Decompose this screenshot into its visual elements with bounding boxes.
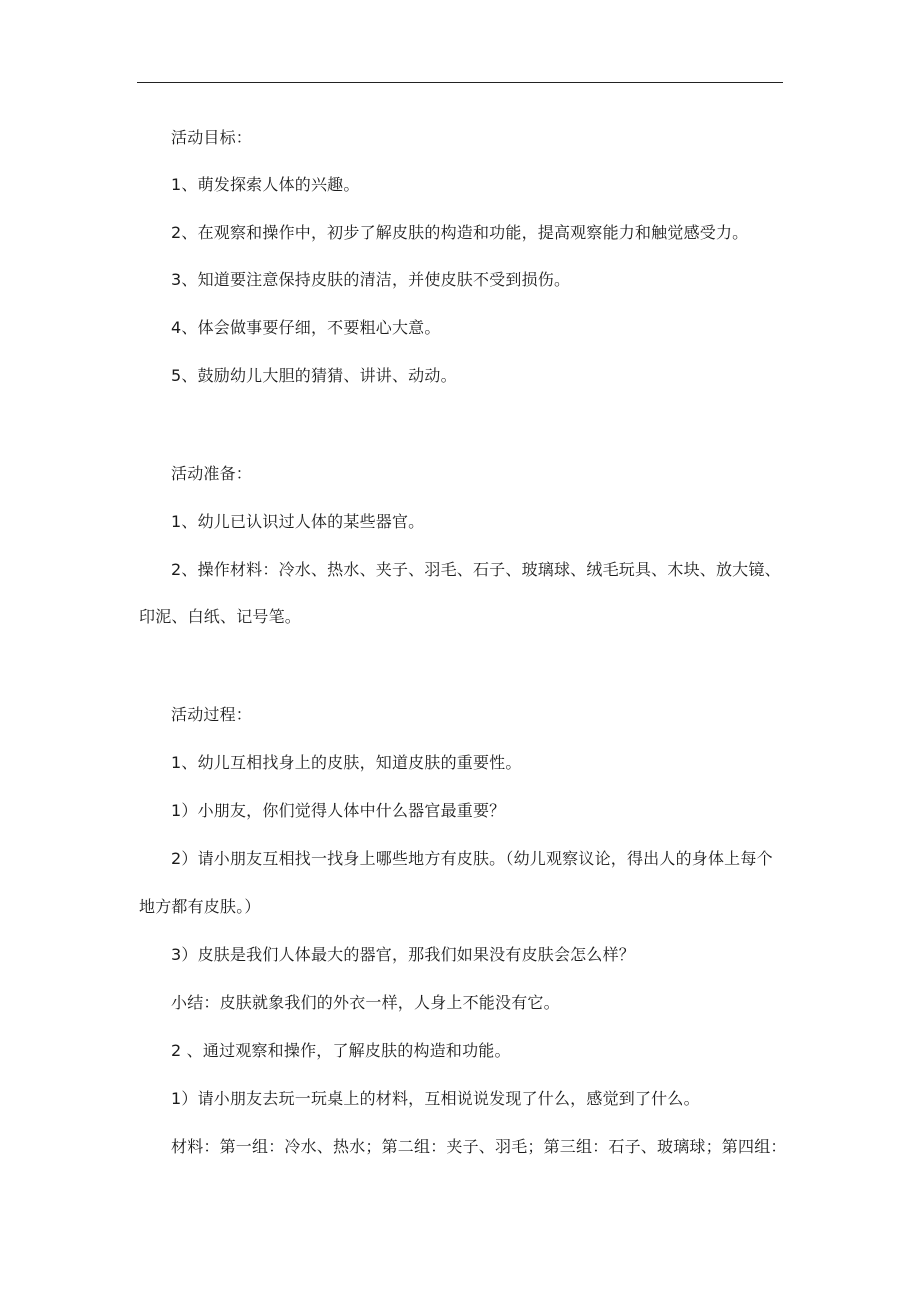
process-materials: 材料：第一组：冷水、热水；第二组：夹子、羽毛；第三组：石子、玻璃球；第四组： bbox=[171, 1137, 787, 1156]
process-step-1: 1、幼儿互相找身上的皮肤，知道皮肤的重要性。 bbox=[171, 753, 522, 772]
process-step-1-q2: 2）请小朋友互相找一找身上哪些地方有皮肤。（幼儿观察议论，得出人的身体上每个 bbox=[171, 849, 773, 868]
goal-item-2: 2、在观察和操作中，初步了解皮肤的构造和功能，提高观察能力和触觉感受力。 bbox=[171, 223, 749, 242]
section-heading-process: 活动过程： bbox=[171, 705, 253, 724]
process-step-1-q3: 3）皮肤是我们人体最大的器官，那我们如果没有皮肤会怎么样？ bbox=[171, 945, 635, 964]
preparation-item-1: 1、幼儿已认识过人体的某些器官。 bbox=[171, 512, 425, 531]
preparation-item-2: 2、操作材料：冷水、热水、夹子、羽毛、石子、玻璃球、绒毛玩具、木块、放大镜、 bbox=[171, 560, 781, 579]
preparation-item-2-continued: 印泥、白纸、记号笔。 bbox=[139, 607, 302, 626]
goal-item-4: 4、体会做事要仔细，不要粗心大意。 bbox=[171, 318, 441, 337]
header-rule bbox=[137, 82, 783, 83]
process-step-2: 2 、通过观察和操作，了解皮肤的构造和功能。 bbox=[171, 1041, 511, 1060]
section-heading-goals: 活动目标： bbox=[171, 128, 253, 147]
process-step-1-q2-continued: 地方都有皮肤。） bbox=[139, 897, 261, 916]
process-summary: 小结：皮肤就象我们的外衣一样，人身上不能没有它。 bbox=[171, 993, 560, 1012]
process-step-1-q1: 1）小朋友，你们觉得人体中什么器官最重要？ bbox=[171, 801, 506, 820]
goal-item-3: 3、知道要注意保持皮肤的清洁，并使皮肤不受到损伤。 bbox=[171, 270, 571, 289]
process-step-2-q1: 1）请小朋友去玩一玩桌上的材料，互相说说发现了什么，感觉到了什么。 bbox=[171, 1089, 700, 1108]
goal-item-5: 5、鼓励幼儿大胆的猜猜、讲讲、动动。 bbox=[171, 366, 457, 385]
section-heading-preparation: 活动准备： bbox=[171, 464, 253, 483]
goal-item-1: 1、萌发探索人体的兴趣。 bbox=[171, 175, 360, 194]
